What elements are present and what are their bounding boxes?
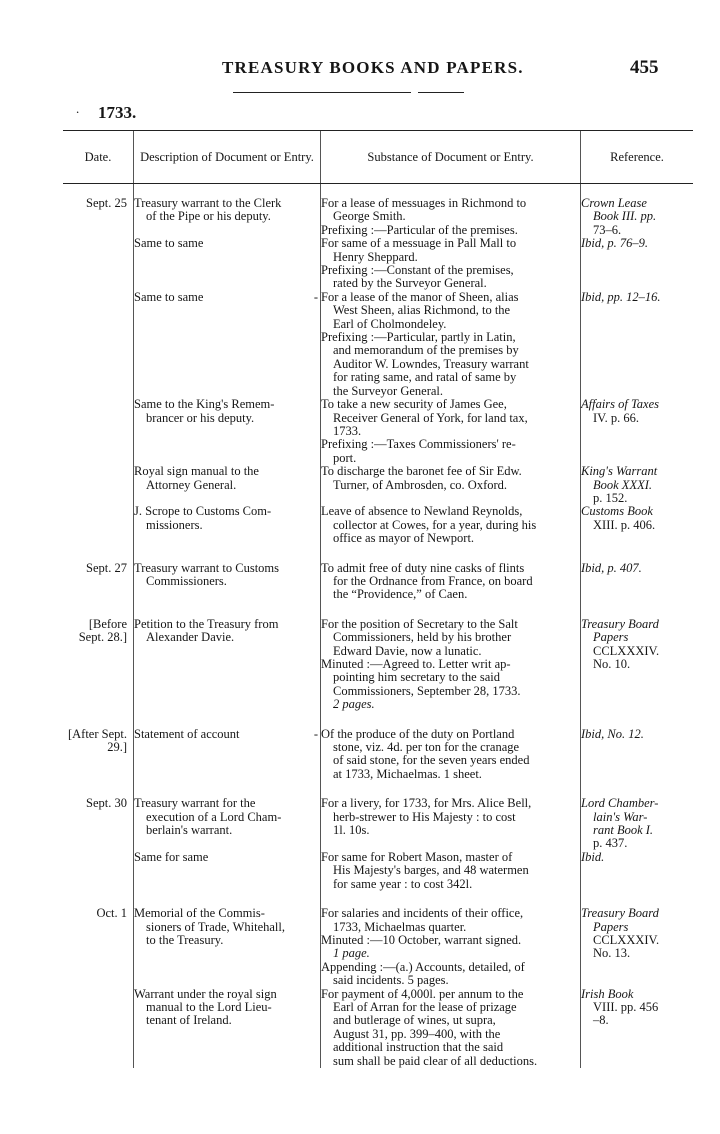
entry-reference	[581, 546, 694, 602]
entry-substance	[321, 237, 581, 291]
substance-line: office as mayor of Newport.	[333, 531, 475, 546]
entry-date-text: [Before Sept. 28.]	[78, 616, 127, 645]
substance-line: His Majesty's barges, and 48 watermen	[333, 863, 529, 878]
substance-line: Receiver General of York, for land tax,	[333, 410, 528, 425]
substance-line: and memorandum of the premises by	[333, 343, 519, 358]
substance-line: sum shall be paid clear of all deductions.	[333, 1053, 538, 1068]
entry-date	[63, 237, 134, 291]
description-line: Attorney General.	[146, 477, 237, 492]
substance-line: Prefixing :—Particular, partly in Latin,	[321, 330, 516, 345]
substance-line: for the Ordnance from France, on board	[333, 573, 533, 588]
substance-line: and butlerage of wines, ut supra,	[333, 1013, 496, 1028]
entry-date	[63, 398, 134, 465]
substance-line: George Smith.	[333, 209, 406, 224]
reference-line: Ibid, p. 76–9.	[581, 236, 649, 251]
header-rule-short	[418, 92, 464, 93]
description-line: Same to the King's Remem-	[134, 397, 275, 412]
reference-line: King's Warrant	[581, 464, 658, 479]
description-line: tenant of Ireland.	[146, 1013, 232, 1028]
substance-line: of said stone, for the seven years ended	[333, 753, 530, 768]
entry-substance	[321, 465, 581, 505]
substance-line: additional instruction that the said	[333, 1040, 504, 1055]
substance-line: Edward Davie, now a lunatic.	[333, 643, 482, 658]
reference-line: VIII. pp. 456	[593, 999, 659, 1014]
ledger-row	[63, 891, 693, 987]
entry-substance	[321, 546, 581, 602]
substance-line: Commissioners, September 28, 1733.	[333, 683, 521, 698]
description-line: Alexander Davie.	[146, 630, 235, 645]
column-header-description: Description of Document or Entry.	[134, 131, 321, 184]
description-dash: -	[313, 726, 318, 741]
substance-line: For a livery, for 1733, for Mrs. Alice Bell,	[321, 796, 532, 811]
entry-substance	[321, 781, 581, 851]
reference-line: CCLXXXIV.	[593, 932, 660, 947]
reference-line: XIII. p. 406.	[593, 517, 656, 532]
entry-date	[63, 505, 134, 545]
column-header-row	[63, 131, 693, 184]
substance-line: Commissioners, held by his brother	[333, 630, 512, 645]
ledger-row	[63, 184, 693, 238]
substance-line: August 31, pp. 399–400, with the	[333, 1026, 501, 1041]
description-line: missioners.	[146, 517, 203, 532]
reference-line: Ibid, No. 12.	[581, 726, 644, 741]
entry-description	[134, 505, 321, 545]
description-line: Same to same	[134, 289, 204, 304]
substance-line: rated by the Surveyor General.	[333, 276, 487, 291]
entry-description	[134, 891, 321, 987]
substance-line: Prefixing :—Particular of the premises.	[321, 222, 518, 237]
substance-line: collector at Cowes, for a year, during his	[333, 517, 537, 532]
reference-line: Treasury Board	[581, 616, 659, 631]
entry-date-text: [After Sept. 29.]	[67, 726, 127, 755]
description-line: Petition to the Treasury from	[134, 616, 279, 631]
column-header-substance: Substance of Document or Entry.	[321, 131, 581, 184]
substance-line: For salaries and incidents of their office,	[321, 906, 524, 921]
ledger-row	[63, 237, 693, 291]
entry-description	[134, 291, 321, 398]
description-line: Warrant under the royal sign	[134, 986, 277, 1001]
entry-substance	[321, 184, 581, 238]
ledger-body	[63, 184, 693, 1068]
entry-reference	[581, 398, 694, 465]
substance-line: said incidents. 5 pages.	[333, 973, 449, 988]
substance-line: Earl of Cholmondeley.	[333, 316, 447, 331]
entry-date	[63, 851, 134, 891]
page-header	[0, 58, 720, 84]
entry-description	[134, 546, 321, 602]
entry-description	[134, 237, 321, 291]
substance-line: Appending :—(a.) Accounts, detailed, of	[321, 959, 525, 974]
entry-date	[63, 602, 134, 712]
substance-line: Auditor W. Lowndes, Treasury warrant	[333, 356, 529, 371]
entry-description	[134, 398, 321, 465]
entry-reference	[581, 712, 694, 782]
description-line: Treasury warrant to the Clerk	[134, 196, 282, 210]
reference-line: CCLXXXIV.	[593, 643, 660, 658]
page-number: 455	[630, 57, 659, 78]
reference-line: Ibid, p. 407.	[581, 560, 642, 575]
entry-date	[63, 712, 134, 782]
substance-line: 1733.	[333, 423, 362, 438]
description-line: Same to same	[134, 236, 204, 251]
entry-date	[63, 465, 134, 505]
substance-line: To take a new security of James Gee,	[321, 397, 507, 412]
entry-date	[63, 891, 134, 987]
substance-line: at 1733, Michaelmas. 1 sheet.	[333, 766, 482, 781]
reference-line: p. 152.	[593, 490, 628, 505]
reference-line: Papers	[593, 630, 629, 645]
entry-description	[134, 712, 321, 782]
entry-date-text: Sept. 30	[86, 796, 127, 811]
ledger-row	[63, 291, 693, 398]
description-line: J. Scrope to Customs Com-	[134, 504, 272, 519]
entry-reference	[581, 291, 694, 398]
reference-line: Ibid, pp. 12–16.	[581, 289, 661, 304]
reference-line: p. 437.	[593, 836, 628, 851]
entry-date	[63, 291, 134, 398]
substance-line: the “Providence,” of Caen.	[333, 587, 468, 602]
description-line: Royal sign manual to the	[134, 464, 259, 479]
entry-substance	[321, 891, 581, 987]
substance-line: 1733, Michaelmas quarter.	[333, 919, 467, 934]
substance-line: Prefixing :—Constant of the premises,	[321, 263, 514, 278]
reference-line: Crown Lease	[581, 196, 647, 210]
reference-line: Irish Book	[581, 986, 634, 1001]
substance-line: To admit free of duty nine casks of flints	[321, 560, 525, 575]
ledger-row	[63, 602, 693, 712]
entry-description	[134, 988, 321, 1068]
entry-reference	[581, 465, 694, 505]
entry-description	[134, 602, 321, 712]
header-rule	[233, 92, 411, 93]
description-line: Treasury warrant for the	[134, 796, 256, 811]
substance-line: Of the produce of the duty on Portland	[321, 726, 515, 741]
substance-line: Earl of Arran for the lease of prizage	[333, 999, 517, 1014]
substance-line: Minuted :—10 October, warrant signed.	[321, 932, 522, 947]
ledger-row	[63, 546, 693, 602]
entry-substance	[321, 712, 581, 782]
reference-line: Book III. pp.	[593, 209, 657, 224]
substance-line: the Surveyor General.	[333, 383, 444, 398]
ledger-row	[63, 781, 693, 851]
substance-line: herb-strewer to His Majesty : to cost	[333, 809, 516, 824]
ledger-row	[63, 505, 693, 545]
entry-description	[134, 781, 321, 851]
substance-line: stone, viz. 4d. per ton for the cranage	[333, 740, 520, 755]
substance-line: for rating same, and ratal of same by	[333, 370, 517, 385]
description-line: brancer or his deputy.	[146, 410, 255, 425]
entry-reference	[581, 505, 694, 545]
entry-reference	[581, 851, 694, 891]
entry-substance	[321, 851, 581, 891]
entry-date-text: Sept. 25	[86, 196, 127, 210]
description-line: execution of a Lord Cham-	[146, 809, 282, 824]
entry-date	[63, 781, 134, 851]
entry-reference	[581, 781, 694, 851]
description-line: sioners of Trade, Whitehall,	[146, 919, 285, 934]
reference-line: 73–6.	[593, 222, 622, 237]
substance-line: 1l. 10s.	[333, 823, 370, 838]
entry-description	[134, 465, 321, 505]
substance-line: For a lease of the manor of Sheen, alias	[321, 289, 519, 304]
reference-line: No. 10.	[593, 657, 631, 671]
description-line: to the Treasury.	[146, 932, 224, 947]
substance-line: For a lease of messuages in Richmond to	[321, 196, 527, 210]
column-header-reference: Reference.	[581, 131, 694, 184]
reference-line: Lord Chamber-	[581, 796, 659, 811]
substance-line: For payment of 4,000l. per annum to the	[321, 986, 524, 1001]
reference-line: Ibid.	[581, 849, 605, 864]
ledger-table	[63, 130, 693, 1068]
ledger-row	[63, 712, 693, 782]
year-marker: .	[76, 101, 80, 116]
substance-line: Minuted :—Agreed to. Letter writ ap-	[321, 657, 511, 671]
entry-reference	[581, 184, 694, 238]
entry-reference	[581, 602, 694, 712]
ledger-row	[63, 465, 693, 505]
entry-reference	[581, 891, 694, 987]
description-line: Statement of account	[134, 726, 240, 741]
entry-substance	[321, 988, 581, 1068]
entry-description	[134, 184, 321, 238]
description-line: Memorial of the Commis-	[134, 906, 265, 921]
reference-line: Papers	[593, 919, 629, 934]
ledger-row	[63, 398, 693, 465]
description-line: of the Pipe or his deputy.	[146, 209, 271, 224]
description-line: berlain's warrant.	[146, 823, 233, 838]
substance-line: Prefixing :—Taxes Commissioners' re-	[321, 437, 516, 452]
substance-line: port.	[333, 450, 357, 465]
substance-line: Henry Sheppard.	[333, 249, 418, 264]
column-header-date: Date.	[63, 131, 134, 184]
entry-substance	[321, 505, 581, 545]
reference-line: rant Book I.	[593, 823, 654, 838]
description-line: Commissioners.	[146, 573, 227, 588]
description-line: Treasury warrant to Customs	[134, 560, 280, 575]
ledger-row	[63, 851, 693, 891]
entry-substance	[321, 398, 581, 465]
entry-reference	[581, 988, 694, 1068]
entry-substance	[321, 291, 581, 398]
entry-date-text: Sept. 27	[86, 560, 127, 575]
substance-line: 2 pages.	[333, 697, 375, 712]
substance-line: West Sheen, alias Richmond, to the	[333, 303, 511, 318]
reference-line: Book XXXI.	[593, 477, 653, 492]
entry-description	[134, 851, 321, 891]
substance-line: pointing him secretary to the said	[333, 670, 500, 685]
reference-line: Affairs of Taxes	[581, 397, 660, 412]
description-line: manual to the Lord Lieu-	[146, 999, 272, 1014]
reference-line: Customs Book	[581, 504, 653, 519]
substance-line: 1 page.	[333, 946, 370, 961]
ledger-row	[63, 988, 693, 1068]
substance-line: For same of a messuage in Pall Mall to	[321, 236, 517, 251]
description-dash: -	[313, 289, 318, 304]
substance-line: For the position of Secretary to the Salt	[321, 616, 518, 631]
reference-line: –8.	[593, 1013, 609, 1028]
entry-date	[63, 988, 134, 1068]
substance-line: For same for Robert Mason, master of	[321, 849, 513, 864]
entry-reference	[581, 237, 694, 291]
entry-date-text: Oct. 1	[96, 906, 127, 921]
reference-line: IV. p. 66.	[593, 410, 639, 425]
running-title: TREASURY BOOKS AND PAPERS.	[222, 58, 524, 77]
substance-line: To discharge the baronet fee of Sir Edw.	[321, 464, 522, 479]
substance-line: for same year : to cost 342l.	[333, 876, 473, 891]
entry-date	[63, 184, 134, 238]
reference-line: lain's War-	[593, 809, 648, 824]
reference-line: Treasury Board	[581, 906, 659, 921]
year-heading: 1733.	[98, 103, 137, 122]
reference-line: No. 13.	[593, 946, 631, 961]
substance-line: Leave of absence to Newland Reynolds,	[321, 504, 523, 519]
entry-substance	[321, 602, 581, 712]
entry-date	[63, 546, 134, 602]
substance-line: Turner, of Ambrosden, co. Oxford.	[333, 477, 508, 492]
description-line: Same for same	[134, 849, 209, 864]
